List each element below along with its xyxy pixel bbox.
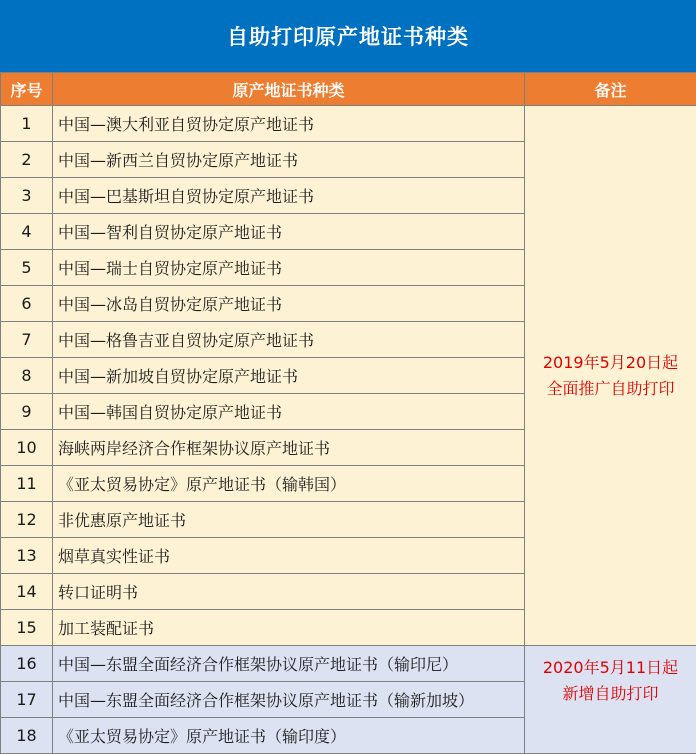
certificate-name: 《亚太贸易协定》原产地证书（输韩国）	[53, 466, 525, 502]
row-number: 4	[1, 214, 53, 250]
page-title: 自助打印原产地证书种类	[0, 0, 696, 72]
certificate-name: 中国—东盟全面经济合作框架协议原产地证书（输新加坡）	[53, 682, 525, 718]
row-number: 18	[1, 718, 53, 754]
certificate-name: 非优惠原产地证书	[53, 502, 525, 538]
certificate-name: 烟草真实性证书	[53, 538, 525, 574]
note-cell-group-1	[525, 106, 696, 646]
row-number: 1	[1, 106, 53, 142]
certificate-name: 中国—格鲁吉亚自贸协定原产地证书	[53, 322, 525, 358]
row-number: 11	[1, 466, 53, 502]
row-number: 5	[1, 250, 53, 286]
note-line: 2019年5月20日起	[525, 350, 696, 376]
row-number: 6	[1, 286, 53, 322]
certificate-name: 中国—瑞士自贸协定原产地证书	[53, 250, 525, 286]
row-number: 2	[1, 142, 53, 178]
row-number: 8	[1, 358, 53, 394]
table-row	[1, 646, 696, 682]
table-row	[1, 106, 696, 142]
certificate-name: 中国—韩国自贸协定原产地证书	[53, 394, 525, 430]
certificate-name: 《亚太贸易协定》原产地证书（输印度）	[53, 718, 525, 754]
certificate-name: 中国—新加坡自贸协定原产地证书	[53, 358, 525, 394]
certificate-name: 中国—智利自贸协定原产地证书	[53, 214, 525, 250]
row-number: 7	[1, 322, 53, 358]
row-number: 10	[1, 430, 53, 466]
row-number: 17	[1, 682, 53, 718]
row-number: 16	[1, 646, 53, 682]
row-number: 14	[1, 574, 53, 610]
note-line: 2020年5月11日起	[525, 655, 696, 681]
row-number: 12	[1, 502, 53, 538]
row-number: 15	[1, 610, 53, 646]
column-header-note: 备注	[525, 73, 696, 106]
certificate-name: 中国—东盟全面经济合作框架协议原产地证书（输印尼）	[53, 646, 525, 682]
certificate-name: 海峡两岸经济合作框架协议原产地证书	[53, 430, 525, 466]
column-header-type: 原产地证书种类	[53, 73, 525, 106]
note-cell-group-2	[525, 646, 696, 754]
table-header-row	[1, 73, 696, 106]
certificate-name: 中国—冰岛自贸协定原产地证书	[53, 286, 525, 322]
note-line: 全面推广自助打印	[525, 376, 696, 402]
certificate-table	[0, 72, 696, 754]
certificate-name: 加工装配证书	[53, 610, 525, 646]
certificate-name: 中国—新西兰自贸协定原产地证书	[53, 142, 525, 178]
note-line: 新增自助打印	[525, 681, 696, 707]
row-number: 3	[1, 178, 53, 214]
certificate-name: 转口证明书	[53, 574, 525, 610]
certificate-name: 中国—澳大利亚自贸协定原产地证书	[53, 106, 525, 142]
column-header-index: 序号	[1, 73, 53, 106]
certificate-name: 中国—巴基斯坦自贸协定原产地证书	[53, 178, 525, 214]
row-number: 9	[1, 394, 53, 430]
row-number: 13	[1, 538, 53, 574]
